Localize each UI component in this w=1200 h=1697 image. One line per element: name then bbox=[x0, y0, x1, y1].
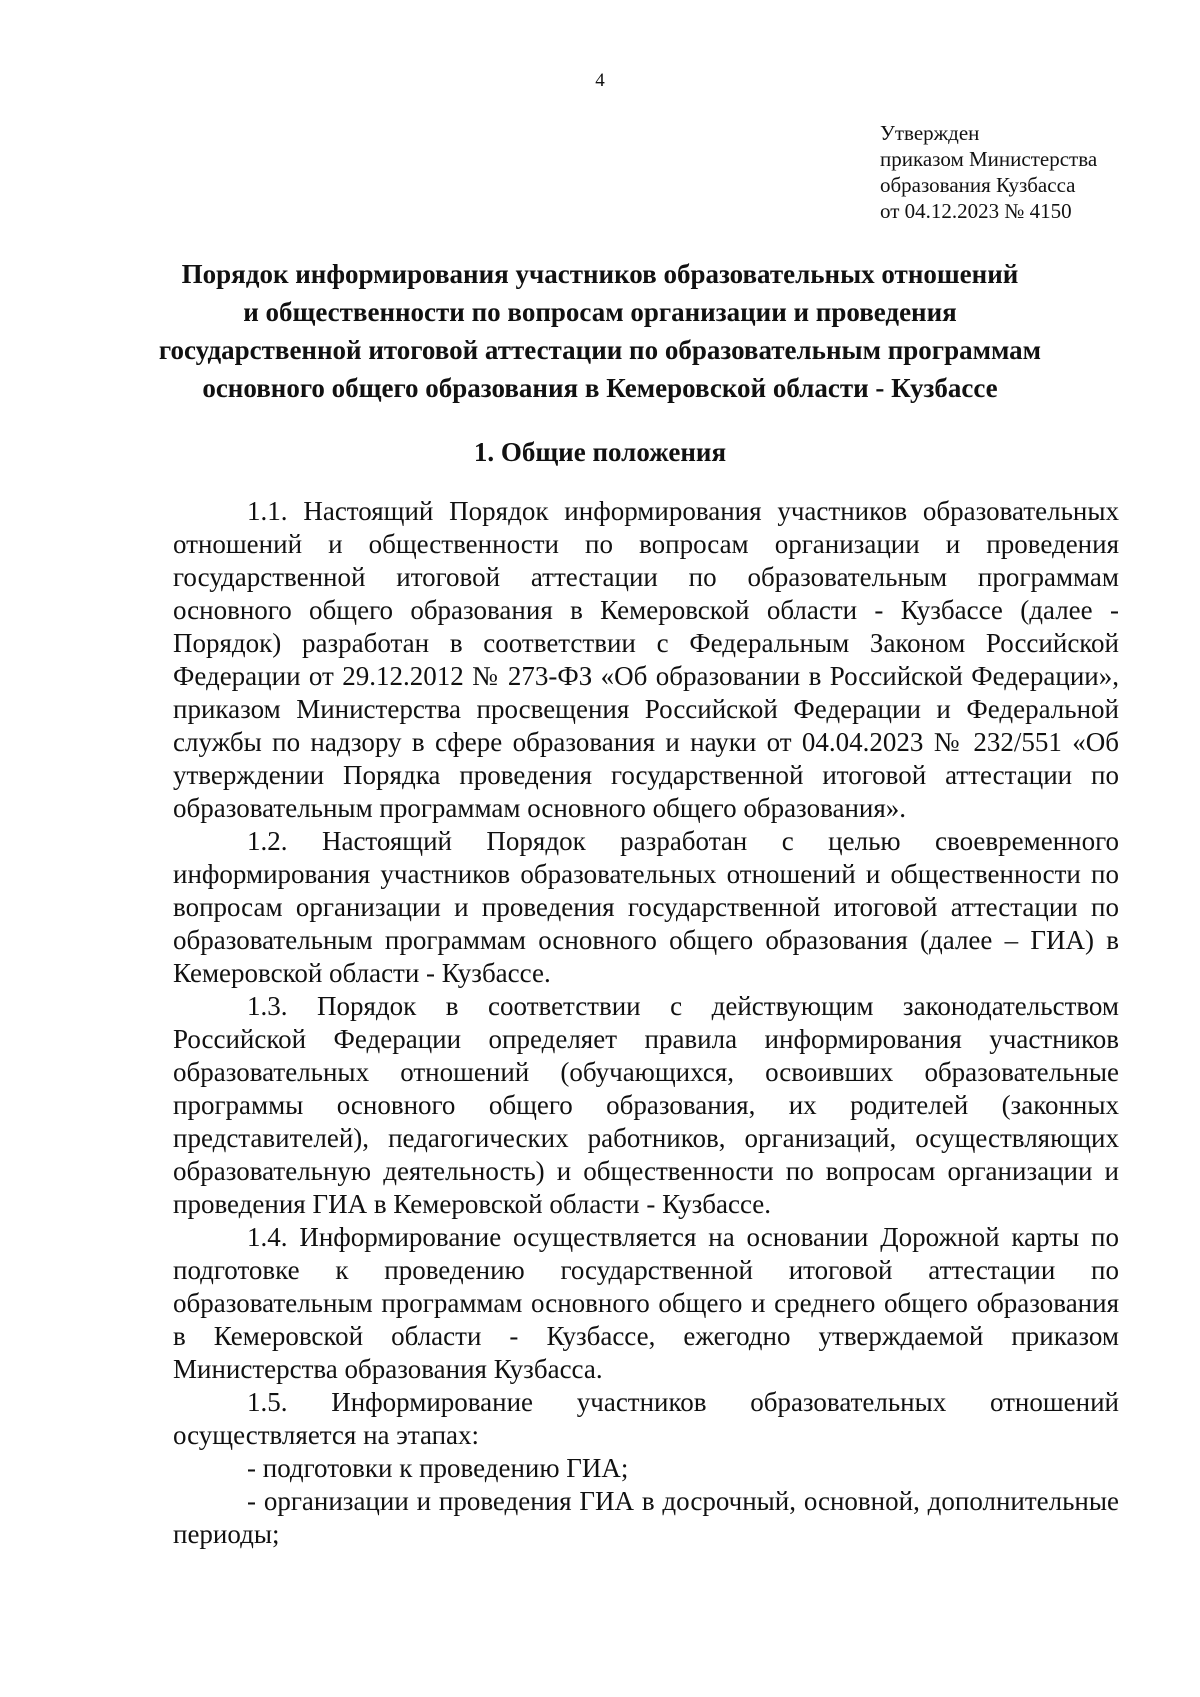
approval-line-date-number: от 04.12.2023 № 4150 bbox=[880, 199, 1072, 223]
list-item-organization: - организации и проведения ГИА в досрочный, основной, дополнительные периоды; bbox=[173, 1486, 1119, 1549]
list-item-preparation: - подготовки к проведению ГИА; bbox=[247, 1453, 629, 1483]
page-number: 4 bbox=[595, 70, 605, 91]
title-line-3: государственной итоговой аттестации по образовательным программам bbox=[158, 335, 1042, 365]
section-heading: 1. Общие положения bbox=[473, 437, 727, 467]
approval-line-ministry: образования Кузбасса bbox=[880, 173, 1076, 197]
document-body bbox=[173, 495, 1119, 1551]
paragraph-1-3: 1.3. Порядок в соответствии с действующим законодательством Российской Федерации определяет правила информирования участников образовательных отношений (обучающихся, освоивших образовательные программы основного общего образования, их родителей (законных представителей), педагогических работников, организаций, осуществляющих образовательную деятельность) и общественности по вопросам организации и проведения ГИА в Кемеровской области - Кузбассе. bbox=[173, 991, 1119, 1219]
paragraph-1-5: 1.5. Информирование участников образовательных отношений осуществляется на этапах: bbox=[173, 1387, 1119, 1450]
paragraph-1-4: 1.4. Информирование осуществляется на основании Дорожной карты по подготовке к проведению государственной итоговой аттестации по образовательным программам основного общего и среднего общего образования в Кемеровской области - Кузбассе, ежегодно утверждаемой приказом Министерства образования Кузбасса. bbox=[173, 1222, 1119, 1384]
approval-line-approved: Утвержден bbox=[880, 121, 980, 145]
title-line-1: Порядок информирования участников образовательных отношений bbox=[181, 259, 1019, 289]
approval-stamp bbox=[880, 120, 1097, 224]
title-line-4: основного общего образования в Кемеровской области - Кузбассе bbox=[202, 373, 998, 403]
approval-line-order: приказом Министерства bbox=[880, 147, 1098, 171]
document-title bbox=[100, 255, 1100, 407]
paragraph-1-2: 1.2. Настоящий Порядок разработан с целью своевременного информирования участников образовательных отношений и общественности по вопросам организации и проведения государственной итоговой аттестации по образовательным программам основного общего образования (далее – ГИА) в Кемеровской области - Кузбассе. bbox=[173, 826, 1119, 988]
paragraph-1-1: 1.1. Настоящий Порядок информирования участников образовательных отношений и общественности по вопросам организации и проведения государственной итоговой аттестации по образовательным программам основного общего образования в Кемеровской области - Кузбассе (далее - Порядок) разработан в соответствии с Федеральным Законом Российской Федерации от 29.12.2012 № 273-ФЗ «Об образовании в Российской Федерации», приказом Министерства просвещения Российской Федерации и Федеральной службы по надзору в сфере образования и науки от 04.04.2023 № 232/551 «Об утверждении Порядка проведения государственной итоговой аттестации по образовательным программам основного общего образования». bbox=[173, 496, 1119, 823]
title-line-2: и общественности по вопросам организации и проведения bbox=[243, 297, 957, 327]
